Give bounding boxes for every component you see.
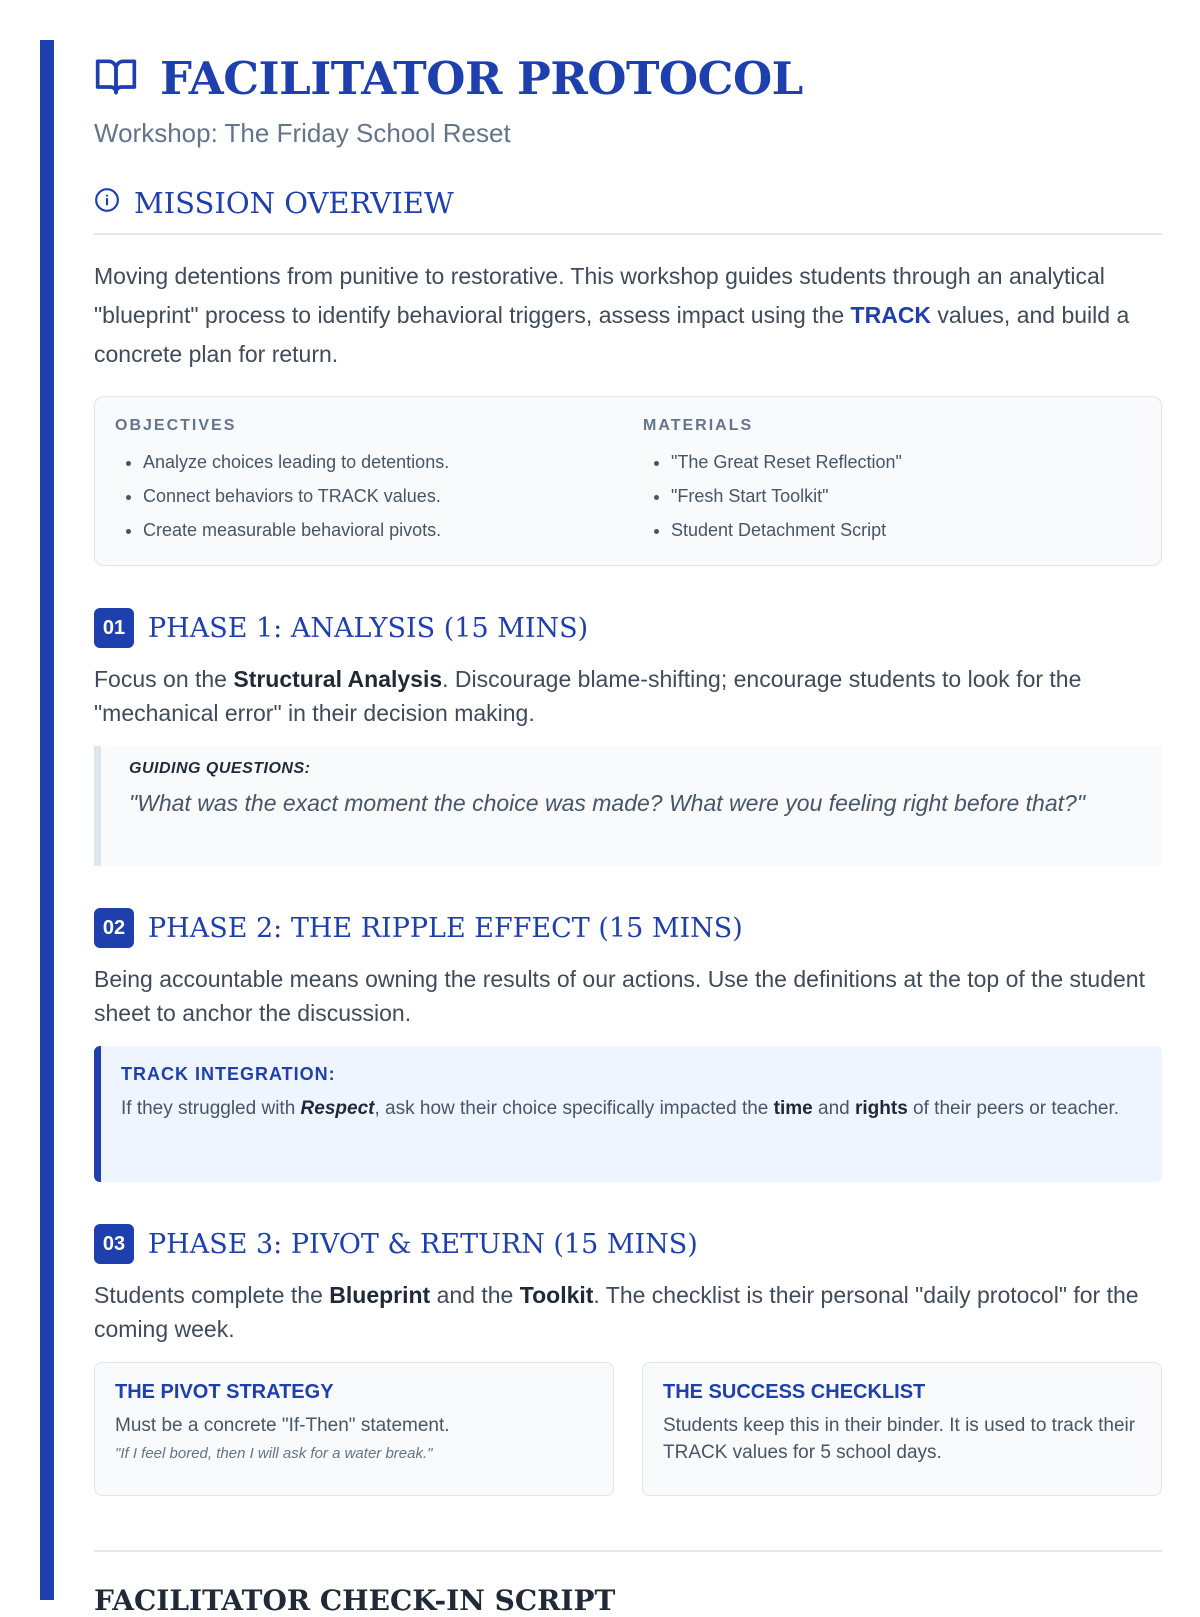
materials-column <box>643 417 1141 547</box>
phase3-text: Students complete the Blueprint and the Toolkit. The checklist is their personal "daily protocol" for the coming week. <box>94 1282 1139 1342</box>
page-title: FACILITATOR PROTOCOL <box>160 51 803 105</box>
phase1-text: Focus on the Structural Analysis. Discourage blame-shifting; encourage students to look for the "mechanical error" in their decision making. <box>94 666 1082 726</box>
phase2-badge: 02 <box>94 908 134 948</box>
protocol-document <box>94 50 1162 1617</box>
workshop-subtitle: Workshop: The Friday School Reset <box>94 118 511 148</box>
phase1-badge: 01 <box>94 608 134 648</box>
objectives-label: OBJECTIVES <box>115 417 237 434</box>
info-icon <box>94 186 120 220</box>
list-item: • Connect behaviors to TRACK values. <box>143 479 613 513</box>
phase2-text: Being accountable means owning the results of our actions. Use the definitions at the top of the student sheet to anchor the discussion. <box>94 966 1145 1026</box>
track-highlight: TRACK <box>850 302 932 328</box>
divider <box>94 1550 1162 1552</box>
card-example: "If I feel bored, then I will ask for a water break." <box>115 1445 433 1462</box>
card-text: Must be a concrete "If-Then" statement. <box>115 1415 450 1436</box>
phase1-heading <box>94 608 1162 648</box>
phase3-heading <box>94 1224 1162 1264</box>
title-row <box>94 50 1162 106</box>
objectives-list <box>115 445 613 547</box>
materials-label: MATERIALS <box>643 417 754 434</box>
phase3-title: PHASE 3: PIVOT & RETURN (15 MINS) <box>148 1228 698 1260</box>
pivot-strategy-card <box>94 1362 614 1496</box>
callout-text: If they struggled with Respect, ask how their choice specifically impacted the time and rights of their peers or teacher. <box>121 1098 1120 1119</box>
accent-bar <box>40 40 54 1600</box>
card-text: Students keep this in their binder. It is used to track their TRACK values for 5 school days. <box>663 1415 1136 1463</box>
track-integration-callout <box>94 1046 1162 1182</box>
divider <box>94 233 1162 235</box>
quote-label: GUIDING QUESTIONS: <box>129 760 311 777</box>
guiding-questions-quote <box>94 746 1162 866</box>
check-in-script-heading: FACILITATOR CHECK-IN SCRIPT <box>94 1584 616 1617</box>
mission-text: Moving detentions from punitive to restorative. This workshop guides students through an analytical "blueprint" process to identify behavioral triggers, assess impact using the TRACK values, and build a concrete plan for return. <box>94 263 1130 367</box>
objectives-materials-panel <box>94 396 1162 566</box>
materials-list <box>643 445 1141 547</box>
phase1-title: PHASE 1: ANALYSIS (15 MINS) <box>148 612 589 644</box>
success-checklist-card <box>642 1362 1162 1496</box>
list-item: • Create measurable behavioral pivots. <box>143 513 613 547</box>
objectives-column <box>115 417 613 547</box>
phase2-title: PHASE 2: THE RIPPLE EFFECT (15 MINS) <box>148 912 743 944</box>
phase3-cards <box>94 1362 1162 1496</box>
list-item: • "Fresh Start Toolkit" <box>671 479 1141 513</box>
list-item: • Analyze choices leading to detentions. <box>143 445 613 479</box>
mission-heading-label: MISSION OVERVIEW <box>134 186 454 220</box>
book-icon <box>94 54 138 103</box>
callout-label: TRACK INTEGRATION: <box>121 1064 336 1084</box>
list-item: • "The Great Reset Reflection" <box>671 445 1141 479</box>
mission-heading <box>94 183 1162 223</box>
list-item: • Student Detachment Script <box>671 513 1141 547</box>
phase2-heading <box>94 908 1162 948</box>
card-title: THE PIVOT STRATEGY <box>115 1381 334 1403</box>
phase3-badge: 03 <box>94 1224 134 1264</box>
quote-text: "What was the exact moment the choice was made? What were you feeling right before that?" <box>129 790 1085 816</box>
card-title: THE SUCCESS CHECKLIST <box>663 1381 926 1403</box>
